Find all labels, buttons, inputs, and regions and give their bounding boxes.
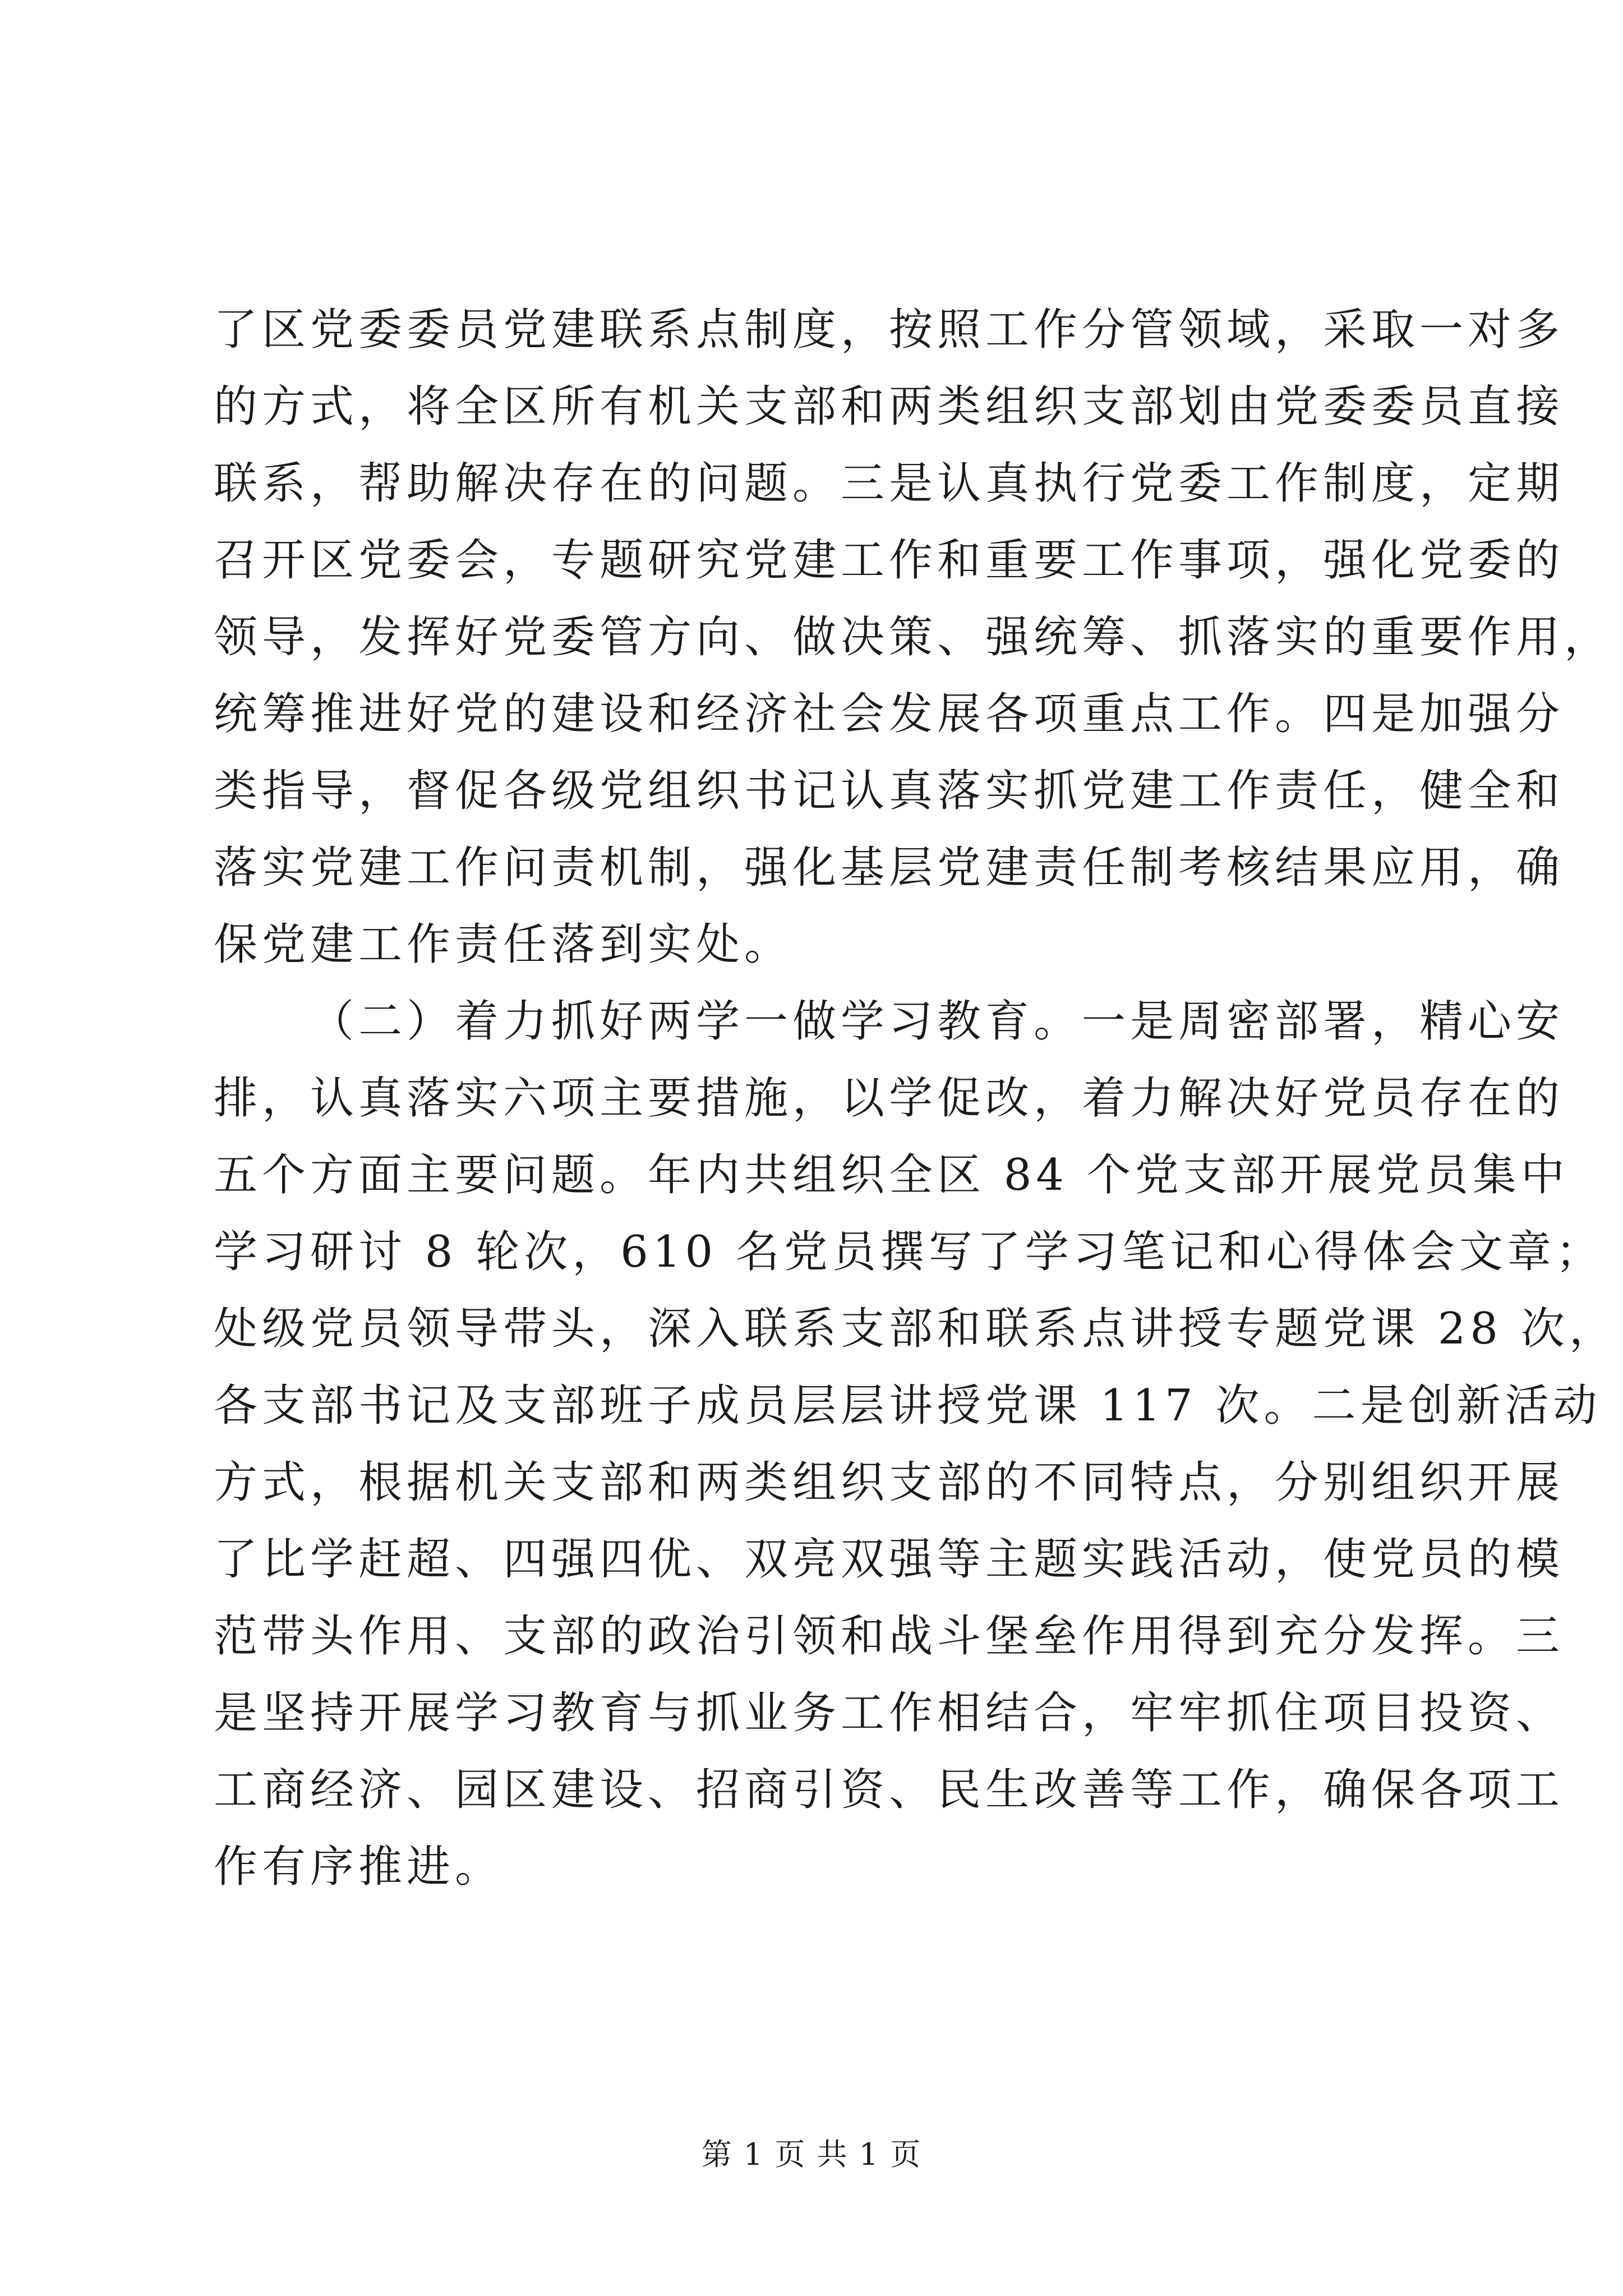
- text-line: 落实党建工作问责机制，强化基层党建责任制考核结果应用，确: [214, 843, 1565, 893]
- text-line: 范带头作用、支部的政治引领和战斗堡垒作用得到充分发挥。三: [214, 1611, 1565, 1662]
- text-line: 五个方面主要问题。年内共组织全区 84 个党支部开展党员集中: [214, 1150, 1569, 1200]
- page-number-label: 第 1 页 共 1 页: [701, 2137, 922, 2172]
- text-line: 的方式，将全区所有机关支部和两类组织支部划由党委委员直接: [214, 381, 1565, 432]
- text-line: （二）着力抓好两学一做学习教育。一是周密部署，精心安: [310, 996, 1565, 1047]
- page-footer: [0, 2131, 1623, 2174]
- text-line: 学习研讨 8 轮次，610 名党员撰写了学习笔记和心得体会文章；: [214, 1227, 1604, 1277]
- text-line: 保党建工作责任落到实处。: [214, 919, 793, 970]
- document-body: [214, 292, 1617, 1906]
- text-line: 是坚持开展学习教育与抓业务工作相结合，牢牢抓住项目投资、: [214, 1688, 1565, 1738]
- text-line: 各支部书记及支部班子成员层层讲授党课 117 次。二是创新活动: [214, 1381, 1602, 1431]
- text-line: 作有序推进。: [214, 1842, 504, 1892]
- text-line: 处级党员领导带头，深入联系支部和联系点讲授专题党课 28 次，: [214, 1304, 1617, 1354]
- text-line: 了比学赶超、四强四优、双亮双强等主题实践活动，使党员的模: [214, 1534, 1565, 1585]
- text-line: 联系，帮助解决存在的问题。三是认真执行党委工作制度，定期: [214, 458, 1565, 509]
- text-line: 了区党委委员党建联系点制度，按照工作分管领域，采取一对多: [214, 305, 1565, 355]
- paragraph-2: [214, 983, 1617, 1906]
- text-line: 方式，根据机关支部和两类组织支部的不同特点，分别组织开展: [214, 1457, 1565, 1508]
- text-line: 领导，发挥好党委管方向、做决策、强统筹、抓落实的重要作用，: [214, 612, 1613, 662]
- text-line: 召开区党委会，专题研究党建工作和重要工作事项，强化党委的: [214, 535, 1565, 586]
- text-line: 类指导，督促各级党组织书记认真落实抓党建工作责任，健全和: [214, 766, 1565, 816]
- text-line: 排，认真落实六项主要措施，以学促改，着力解决好党员存在的: [214, 1073, 1565, 1124]
- paragraph-1: [214, 292, 1613, 983]
- text-line: 统筹推进好党的建设和经济社会发展各项重点工作。四是加强分: [214, 689, 1565, 739]
- text-line: 工商经济、园区建设、招商引资、民生改善等工作，确保各项工: [214, 1765, 1565, 1815]
